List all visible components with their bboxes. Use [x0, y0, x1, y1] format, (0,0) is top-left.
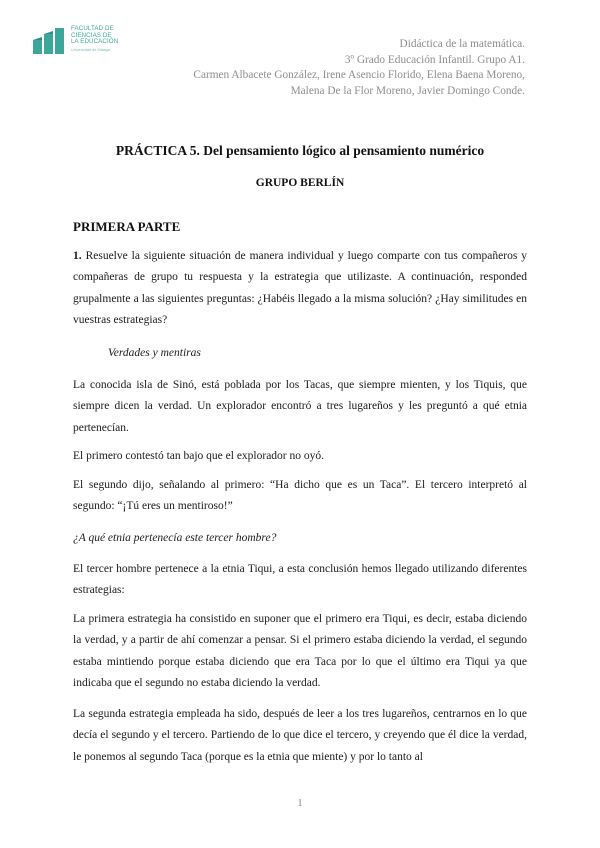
logo-line-2: CIENCIAS DE	[71, 31, 112, 39]
story-question: ¿A qué etnia pertenecía este tercer hombre?	[73, 532, 277, 544]
logo-wordmark	[71, 26, 118, 52]
paragraph-2: El primero contestó tan bajo que el explorador no oyó.	[73, 450, 325, 462]
faculty-logo	[33, 24, 133, 64]
section-title: PRIMERA PARTE	[73, 219, 181, 234]
group-name: GRUPO BERLÍN	[255, 177, 345, 189]
logo-subline: Universidad de Málaga	[71, 47, 110, 52]
document-title: PRÁCTICA 5. Del pensamiento lógico al pensamiento numérico	[115, 143, 485, 158]
logo-line-1: FACULTAD DE	[71, 25, 114, 32]
logo-bars-icon	[33, 28, 67, 54]
story-subtitle: Verdades y mentiras	[108, 347, 201, 359]
header-authors-2: Malena De la Flor Moreno, Javier Domingo Conde.	[290, 84, 525, 97]
paragraph-1: La conocida isla de Sinó, está poblada por los Tacas, que siempre mienten, y los Tiquis, que siempre dicen la verdad. Un explorador encontró a tres lugareños y les preguntó a qué etnia pertenecían.	[73, 379, 527, 434]
header-course: Didáctica de la matemática.	[399, 38, 525, 50]
question-text: Resuelve la siguiente situación de manera individual y luego comparte con tus compañeros y compañeras de grupo tu respuesta y la estrategia que utilizaste. A continuación, responded grupalmente a las siguientes preguntas: ¿Habéis llegado a la misma solución? ¿Hay similitudes en vuestras estrategias?	[73, 250, 527, 327]
paragraph-3: El segundo dijo, señalando al primero: “Ha dicho que es un Taca”. El tercero interpretó al segundo: “¡Tú eres un mentiroso!”	[73, 479, 527, 513]
header-info	[193, 37, 525, 99]
question-1	[73, 246, 527, 332]
paragraph-5: La primera estrategia ha consistido en suponer que el primero era Tiqui, es decir, estaba diciendo la verdad, y a partir de ahí comenzar a pensar. Si el primero estaba diciendo la verdad, el segundo estaba mintiendo porque estaba diciendo que era Taca por lo que el último era Tiqui ya que indicaba que el segundo no estaba diciendo la verdad.	[73, 613, 527, 690]
logo-line-3: LA EDUCACIÓN	[71, 38, 119, 46]
header-grade: 3º Grado Educación Infantil. Grupo A1.	[344, 53, 525, 66]
page-number: 1	[297, 797, 303, 809]
paragraph-4: El tercer hombre pertenece a la etnia Tiqui, a esta conclusión hemos llegado utilizando diferentes estrategias:	[73, 563, 527, 597]
question-number: 1.	[73, 250, 82, 262]
header-authors-1: Carmen Albacete González, Irene Asencio Florido, Elena Baena Moreno,	[193, 69, 525, 81]
paragraph-6: La segunda estrategia empleada ha sido, después de leer a los tres lugareños, centrarnos en lo que decía el segundo y el tercero. Partiendo de lo que dice el tercero, y creyendo que él dice la verdad, le ponemos al segundo Taca (porque es la etnia que miente) y por lo tanto al	[73, 708, 527, 763]
